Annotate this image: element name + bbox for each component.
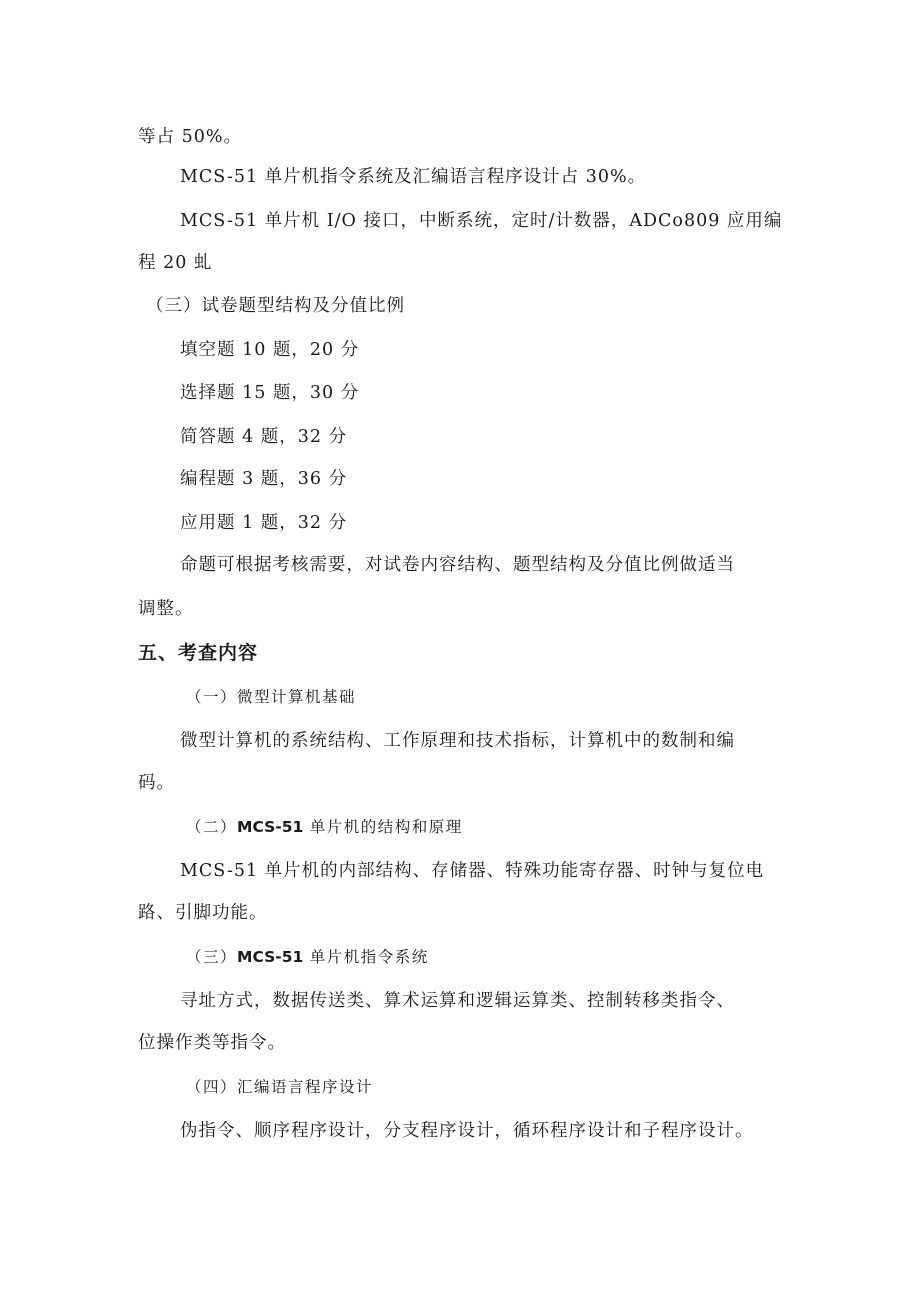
list-item: 编程题 3 题，36 分 <box>180 469 348 489</box>
text-line: MCS-51 单片机的内部结构、存储器、特殊功能寄存器、时钟与复位电 <box>180 861 765 881</box>
text-line: 寻址方式，数据传送类、算术运算和逻辑运算类、控制转移类指令、 <box>180 991 735 1011</box>
list-item: 填空题 10 题，20 分 <box>180 340 360 360</box>
heading-prefix: （二） <box>186 818 238 836</box>
text-line: 路、引脚功能。 <box>138 903 268 923</box>
heading-bold: MCS-51 <box>237 948 304 966</box>
text-line: 调整。 <box>138 599 194 619</box>
text-line: MCS-51 单片机指令系统及汇编语言程序设计占 30%。 <box>180 167 647 187</box>
heading-suffix: 单片机指令系统 <box>303 948 429 966</box>
text-line: 码。 <box>138 773 175 793</box>
subsection-heading: （一）微型计算机基础 <box>186 688 357 706</box>
section-heading: （三）试卷题型结构及分值比例 <box>146 296 405 316</box>
heading-bold: MCS-51 <box>237 818 304 836</box>
heading-prefix: （三） <box>186 948 238 966</box>
text-line: 位操作类等指令。 <box>138 1033 286 1053</box>
text-line: 程 20 虬 <box>138 253 213 273</box>
subsection-heading: （四）汇编语言程序设计 <box>186 1078 374 1096</box>
list-item: 选择题 15 题，30 分 <box>180 383 360 403</box>
subsection-heading <box>186 945 429 969</box>
text-line: 伪指令、顺序程序设计，分支程序设计，循环程序设计和子程序设计。 <box>180 1121 754 1141</box>
list-item: 应用题 1 题，32 分 <box>180 513 348 533</box>
list-item: 简答题 4 题，32 分 <box>180 427 348 447</box>
text-line: 微型计算机的系统结构、工作原理和技术指标，计算机中的数制和编 <box>180 731 735 751</box>
text-line: 命题可根据考核需要，对试卷内容结构、题型结构及分值比例做适当 <box>180 555 735 575</box>
chapter-heading: 五、考查内容 <box>138 642 259 664</box>
text-line: MCS-51 单片机 I/O 接口，中断系统，定时/计数器，ADCo809 应用编 <box>180 211 783 231</box>
text-line: 等占 50%。 <box>138 127 242 147</box>
subsection-heading <box>186 815 463 839</box>
heading-suffix: 单片机的结构和原理 <box>303 818 463 836</box>
